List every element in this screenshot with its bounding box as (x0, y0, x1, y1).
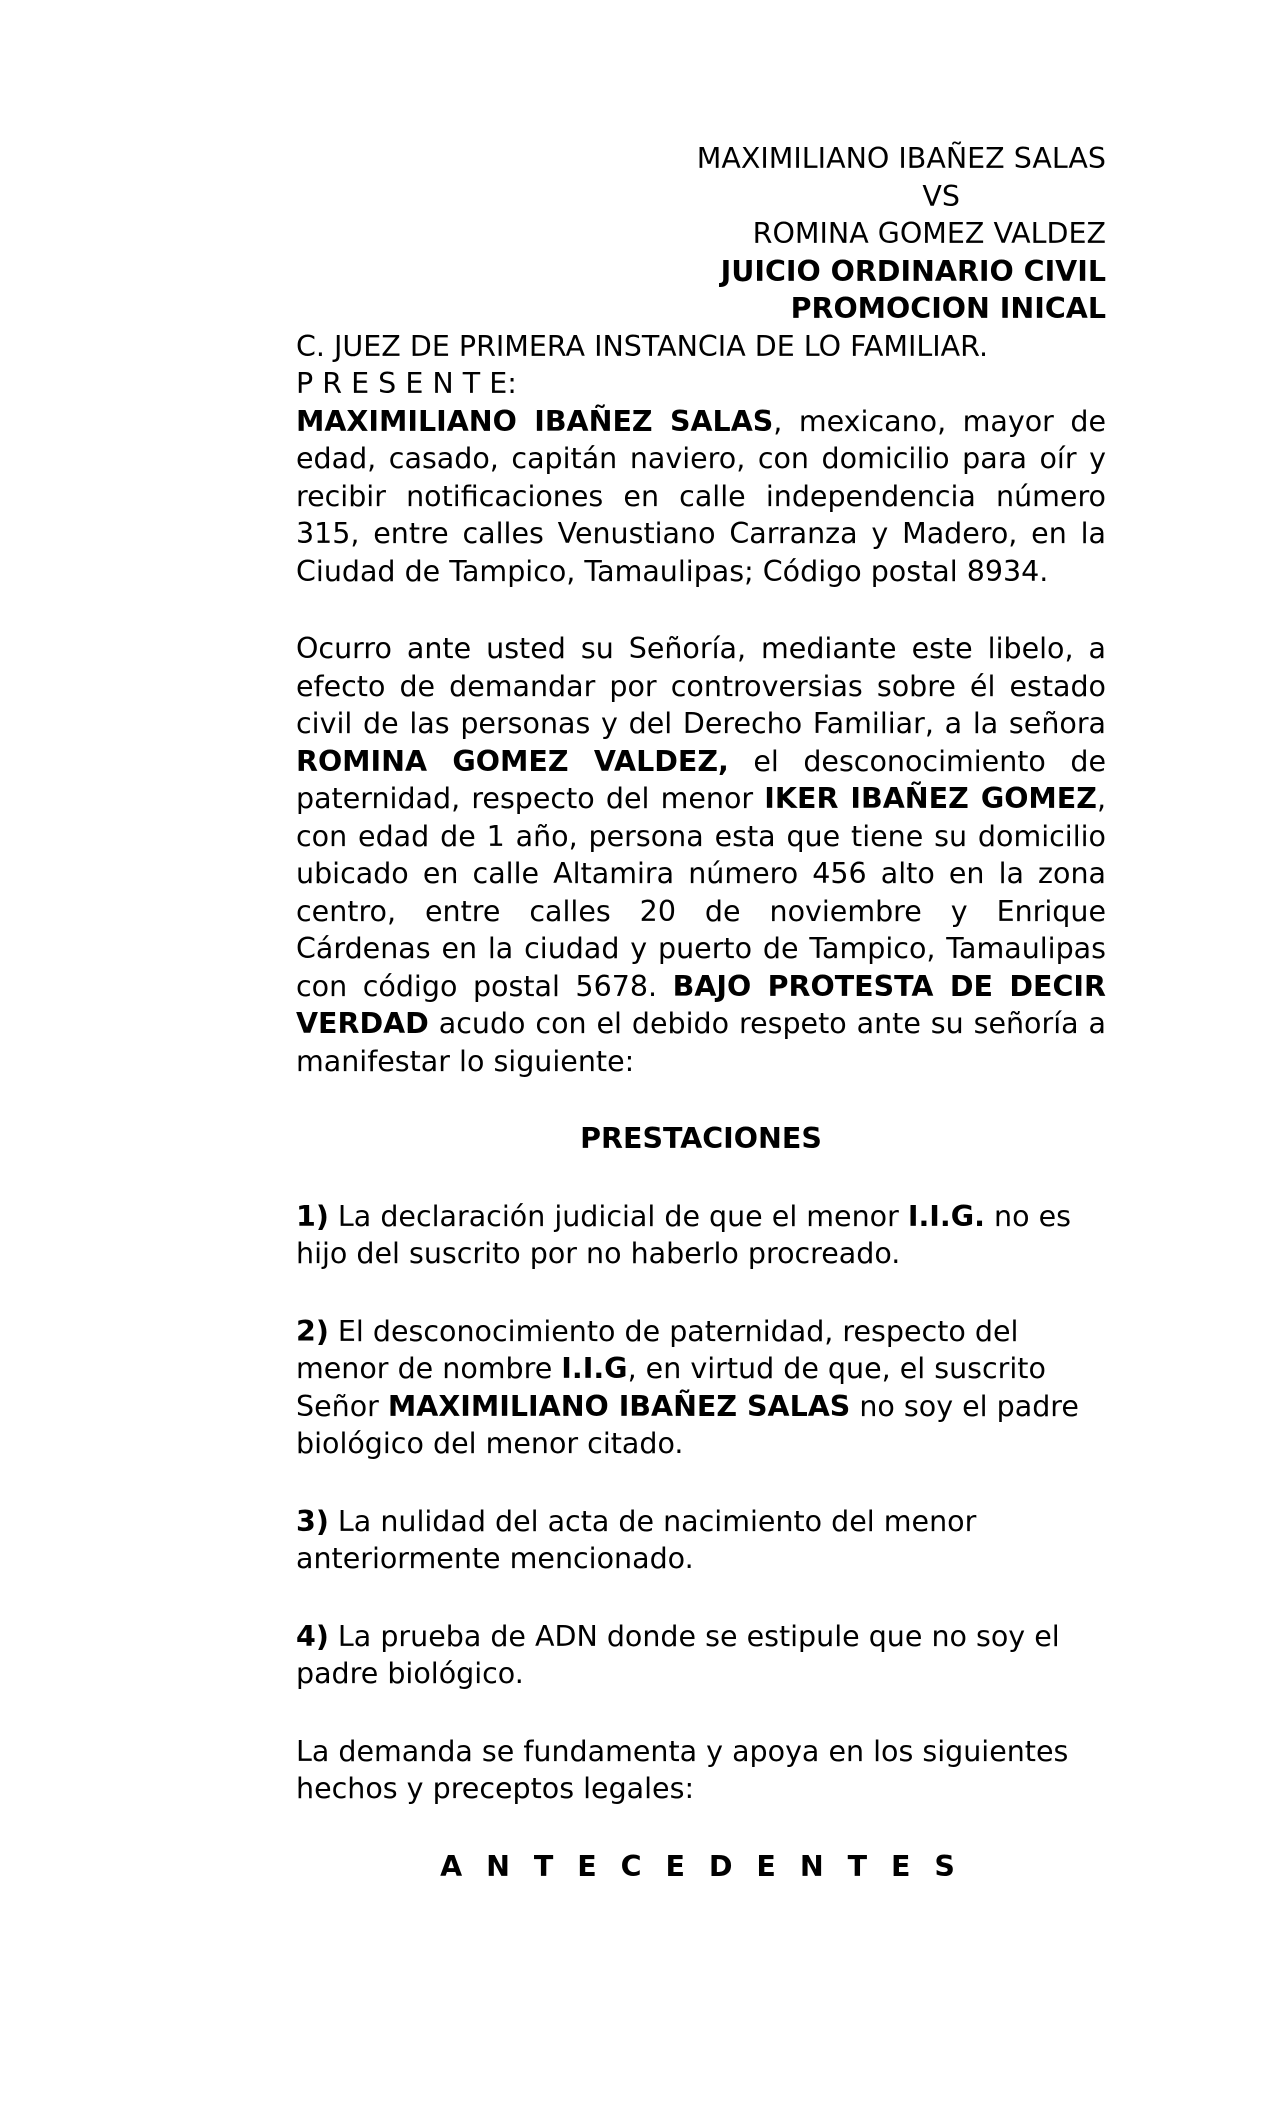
prestaciones-heading: PRESTACIONES (580, 1122, 822, 1155)
spacer (296, 1158, 1106, 1198)
prestacion-item-3 (296, 1503, 1106, 1578)
item-number: 2) (296, 1314, 329, 1348)
case-type: JUICIO ORDINARIO CIVIL (720, 254, 1106, 288)
spacer (296, 1693, 1106, 1733)
document-body (296, 140, 1106, 1885)
fundamento-paragraph: La demanda se fundamenta y apoya en los siguientes hechos y preceptos legales: (296, 1734, 1069, 1805)
claim-minor-name: IKER IBAÑEZ GOMEZ (764, 782, 1097, 815)
claim-protest: BAJO PROTESTA DE DECIR VERDAD (296, 969, 1106, 1040)
item-text: no soy el padre biológico del menor citado. (296, 1389, 1079, 1460)
item-number: 4) (296, 1619, 329, 1653)
item-plaintiff-name: MAXIMILIANO IBAÑEZ SALAS (387, 1389, 851, 1423)
presente-label: P R E S E N T E: (296, 367, 517, 400)
item-text: El desconocimiento de paternidad, respecto del menor de nombre (296, 1314, 1019, 1385)
defendant-name: ROMINA GOMEZ VALDEZ (752, 217, 1106, 250)
item-text: La prueba de ADN donde se estipule que no soy el padre biológico. (296, 1619, 1060, 1690)
case-header (296, 140, 1106, 328)
judge-addressee: C. JUEZ DE PRIMERA INSTANCIA DE LO FAMILIAR. (296, 329, 989, 363)
spacer (296, 1080, 1106, 1120)
claim-paragraph (296, 630, 1106, 1080)
spacer (296, 590, 1106, 630)
spacer (296, 1808, 1106, 1848)
prestacion-item-4 (296, 1618, 1106, 1693)
spacer (296, 1578, 1106, 1618)
item-text: , en virtud de que, el suscrito Señor (296, 1352, 1046, 1423)
claim-text-2: el desconocimiento de paternidad, respecto del menor (296, 744, 1107, 815)
item-text: La declaración judicial de que el menor (328, 1199, 908, 1233)
claim-text-1: Ocurro ante usted su Señoría, mediante este libelo, a efecto de demandar por controversias sobre él estado civil de las personas y del Derecho Familiar, a la señora (296, 632, 1106, 740)
claim-text-4: acudo con el debido respeto ante su señoría a manifestar lo siguiente: (296, 1007, 1106, 1078)
promotion-title: PROMOCION INICAL (790, 292, 1106, 325)
claim-defendant-name: ROMINA GOMEZ VALDEZ, (296, 744, 729, 778)
item-text: no es hijo del suscrito por no haberlo procreado. (296, 1199, 1071, 1270)
prestacion-item-2 (296, 1313, 1106, 1463)
item-number: 1) (296, 1199, 329, 1233)
intro-plaintiff-name: MAXIMILIANO IBAÑEZ SALAS (296, 404, 774, 438)
item-number: 3) (296, 1504, 329, 1538)
claim-text-3: , con edad de 1 año, persona esta que tiene su domicilio ubicado en calle Altamira número 456 alto en la zona centro, entre calles 20 de noviembre y Enrique Cárdenas en la ciudad y puerto de Tampico, Tamaulipas con código postal 5678. (296, 782, 1106, 1003)
prestacion-item-1 (296, 1198, 1106, 1273)
plaintiff-name: MAXIMILIANO IBAÑEZ SALAS (696, 142, 1106, 175)
intro-text: , mexicano, mayor de edad, casado, capitán naviero, con domicilio para oír y recibir notificaciones en calle independencia número 315, entre calles Venustiano Carranza y Madero, en la Ciudad de Tampico, Tamaulipas; Código postal 8934. (296, 404, 1107, 588)
spacer (296, 1463, 1106, 1503)
intro-paragraph (296, 403, 1106, 591)
item-initials: I.I.G. (907, 1199, 985, 1233)
antecedentes-heading: A N T E C E D E N T E S (440, 1849, 962, 1883)
item-text: La nulidad del acta de nacimiento del menor anteriormente mencionado. (296, 1504, 977, 1575)
spacer (296, 1273, 1106, 1313)
versus-label: VS (922, 179, 960, 213)
item-initials: I.I.G (561, 1352, 628, 1385)
